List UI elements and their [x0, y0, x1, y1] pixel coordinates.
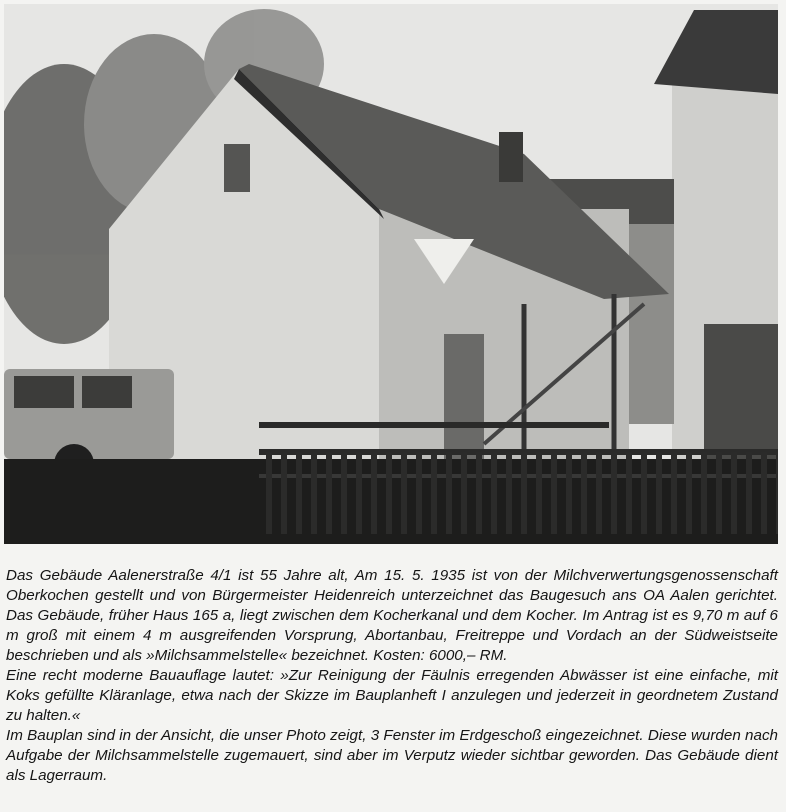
fence-picket: [386, 452, 392, 534]
fence-picket: [416, 452, 422, 534]
fence-picket: [746, 452, 752, 534]
fence-picket: [581, 452, 587, 534]
caption-paragraph-2: Eine recht moderne Bauauflage lautet: »Zur Reinigung der Fäulnis erregenden Abwässer ist eine einfache, mit Koks gefüllte Kläranlage, etwa nach der Skizze im Bauplanheft I anzulegen und jederzeit in geordnetem Zustand zu halten.«: [6, 667, 778, 724]
building-photo: [4, 4, 778, 544]
fence-picket: [536, 452, 542, 534]
fence-picket: [776, 452, 778, 534]
fence-picket: [296, 452, 302, 534]
fence-picket: [761, 452, 767, 534]
fence-picket: [311, 452, 317, 534]
fence-picket: [596, 452, 602, 534]
fence-picket: [566, 452, 572, 534]
fence-picket: [656, 452, 662, 534]
fence-picket: [431, 452, 437, 534]
fence-picket: [671, 452, 677, 534]
fence-picket: [506, 452, 512, 534]
fence-picket: [731, 452, 737, 534]
fence-picket: [626, 452, 632, 534]
fence-picket: [611, 452, 617, 534]
fence-picket: [686, 452, 692, 534]
fence-picket: [641, 452, 647, 534]
fence-pickets: [266, 452, 778, 534]
fence-picket: [476, 452, 482, 534]
fence-picket: [521, 452, 527, 534]
fence-picket: [281, 452, 287, 534]
caption-paragraph-1: Das Gebäude Aalenerstraße 4/1 ist 55 Jahre alt, Am 15. 5. 1935 ist von der Milchverwertungsgenossenschaft Oberkochen gestellt und von Bürgermeister Heidenreich unterzeichnet das Baugesuch ans OA Aalen gerichtet. Das Gebäude, früher Haus 165 a, liegt zwischen dem Kocherkanal und dem Kocher. Im Antrag ist es 9,70 m auf 6 m groß mit einem 4 m ausgreifenden Vorsprung, Abortanbau, Freitreppe und Vordach an der Südweistseite beschrieben und als »Milchsammelstelle« bezeichnet. Kosten: 6000,– RM.: [6, 567, 778, 664]
fence-picket: [356, 452, 362, 534]
fence-picket: [461, 452, 467, 534]
fence-picket: [701, 452, 707, 534]
fence-picket: [551, 452, 557, 534]
fence-picket: [716, 452, 722, 534]
caption: [6, 566, 778, 786]
fence-picket: [266, 452, 272, 534]
fence-picket: [491, 452, 497, 534]
fence-picket: [401, 452, 407, 534]
fence-picket: [371, 452, 377, 534]
fence-picket: [341, 452, 347, 534]
fence-picket: [326, 452, 332, 534]
fence-picket: [446, 452, 452, 534]
caption-paragraph-3: Im Bauplan sind in der Ansicht, die unser Photo zeigt, 3 Fenster im Erdgeschoß eingezeichnet. Diese wurden nach Aufgabe der Milchsammelstelle zugemauert, sind aber im Verputz wieder sichtbar geworden. Das Gebäude dient als Lagerraum.: [6, 727, 778, 784]
